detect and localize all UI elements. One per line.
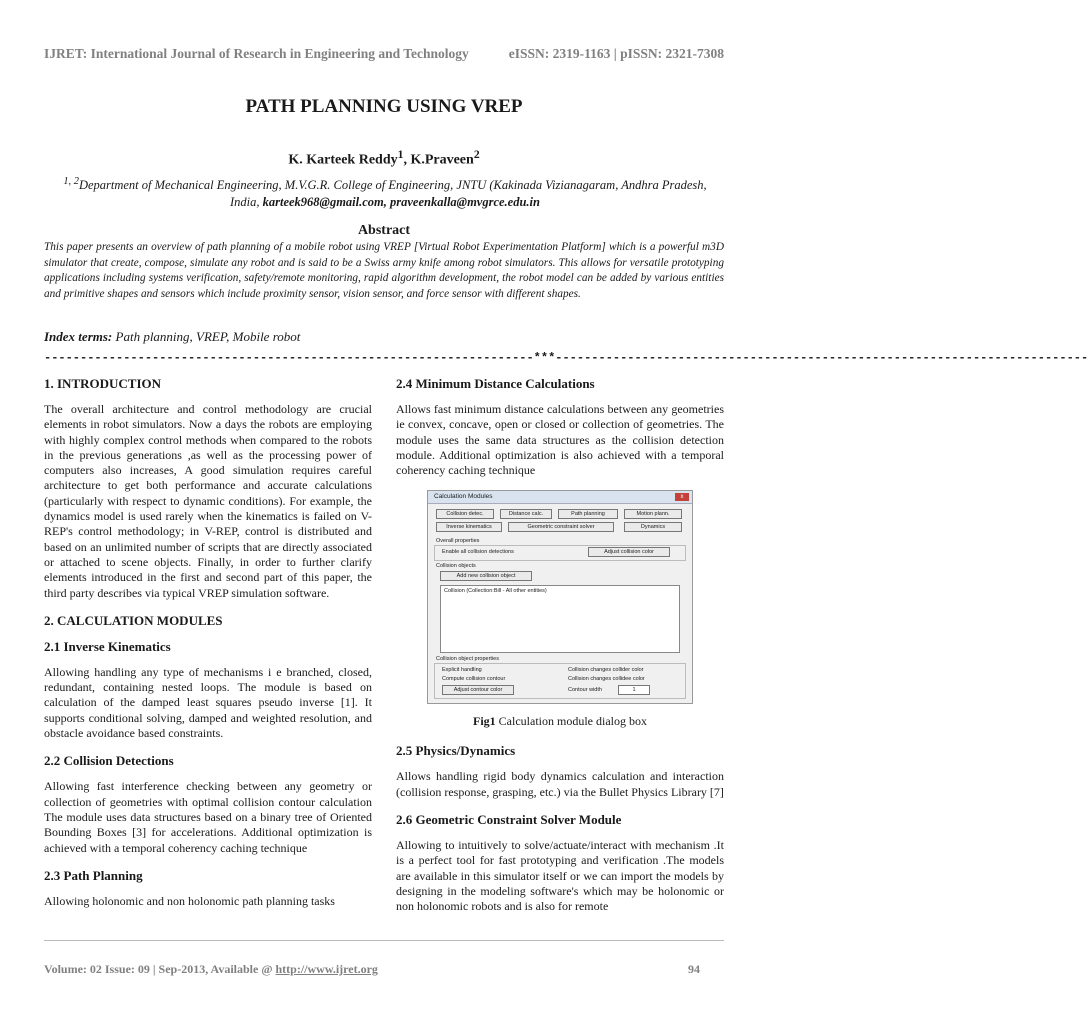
journal-name: IJRET: International Journal of Research in Engineering and Technology [44, 46, 469, 61]
paper-title: PATH PLANNING USING VREP [245, 96, 523, 117]
section-separator: --------------------------------------------------------------------***-------------------------------------------------------------------------- [44, 351, 1088, 365]
abstract-heading: Abstract [357, 223, 411, 238]
figure-caption-text: Calculation module dialog box [495, 714, 647, 729]
author-sep: , [403, 152, 411, 168]
index-terms-colon: : [107, 329, 116, 344]
figure-calculation-modules-dialog [427, 490, 693, 704]
author-2: K.Praveen [410, 152, 474, 168]
tab-dynamics: Dynamics [624, 522, 682, 532]
author-emails[interactable]: karteek968@gmail.com, praveenkalla@mvgrce.edu.in [262, 195, 540, 210]
collision-objects-label: Collision objects [436, 563, 476, 570]
tab-distance-calc: Distance calc. [500, 509, 552, 519]
explicit-handling-label: Explicit handling [442, 667, 482, 674]
collision-list [440, 585, 680, 653]
page-footer [44, 962, 700, 977]
footer-volume [44, 962, 378, 977]
tab-path-planning: Path planning [558, 509, 618, 519]
author-1: K. Karteek Reddy [288, 152, 398, 168]
affiliation-text: Department of Mechanical Engineering, M.V.G.R. College of Engineering, JNTU (Kakinada Vizianagaram, Andhra Pradesh, India, [78, 178, 707, 210]
heading-inverse-kinematics: 2.1 Inverse Kinematics [44, 638, 171, 654]
text-physics-dynamics: Allows handling rigid body dynamics calculation and interaction (collision response, grasping, etc.) via the Bullet Physics Library [7] [396, 769, 724, 799]
adjust-contour-color-button: Adjust contour color [442, 685, 514, 695]
left-column [44, 376, 372, 921]
dialog-title: Calculation Modules [434, 493, 493, 501]
text-inverse-kinematics: Allowing handling any type of mechanisms i e branched, closed, redundant, containing nested loops. The module is based on calculation of the damped least squares pseudo inverse [1]. It supports conditional solving, damped and weighted resolution, and obstacle avoidance based constraints. [44, 664, 372, 741]
figure-caption-label: Fig1 [473, 714, 496, 729]
text-geometric-constraint: Allowing to intuitively to solve/actuate/interact with mechanism .It is a perfect tool for fast prototyping and verification .The models are available in this simulator itself or we can import the models by designing in the modeling software's which may be holonomic or non holonomic robots and is also for remote [396, 838, 724, 914]
text-path-planning: Allowing holonomic and non holonomic path planning tasks [44, 893, 335, 908]
heading-minimum-distance: 2.4 Minimum Distance Calculations [396, 376, 595, 391]
compute-contour-label: Compute collision contour [442, 676, 506, 683]
tab-motion-plann: Motion plann. [624, 509, 682, 519]
author-2-sup: 2 [473, 148, 480, 161]
contour-width-field: 1 [618, 685, 650, 695]
enable-collision-label: Enable all collision detections [442, 549, 514, 556]
changes-collider-label: Collision changes collider color [568, 667, 644, 674]
running-header [44, 46, 724, 62]
text-introduction: The overall architecture and control methodology are crucial elements in robot simulators. Now a days the robots are employing with highly complex control methods when compared to the robots in the previous generations ,as well as the processing power of computers also increases, A good simulation requires careful architecture to get both performance and accurate calculations (particularly with respect to dynamic conditions). For example, the dynamics model is used rarely when the kinematics is failed on V-REP's control methodology; in V-REP, control is distributed and based on an unlimited number of scripts that are directly associated or attached to scene objects. Finally, in order to further clarify elements introduced in the first and second part of this paper, the third party describes via typical VREP simulation software. [44, 402, 372, 600]
page-number: 94 [688, 962, 700, 976]
heading-physics-dynamics: 2.5 Physics/Dynamics [396, 743, 516, 759]
affiliation [58, 173, 712, 211]
heading-introduction: 1. INTRODUCTION [44, 376, 162, 391]
heading-geometric-constraint: 2.6 Geometric Constraint Solver Module [396, 812, 622, 828]
footer-volume-text: Volume: 02 Issue: 09 | Sep-2013, Available @ [44, 962, 276, 976]
adjust-collision-color-button: Adjust collision color [588, 547, 670, 557]
text-minimum-distance: Allows fast minimum distance calculations between any geometries ie convex, concave, open or closed or collection of geometries. The module uses the same data structures as the collision detection module. Additional optimization is also achieved with a temporal coherency caching technique [396, 402, 724, 478]
affiliation-sup: 1, 2 [63, 176, 79, 187]
abstract-text: This paper presents an overview of path planning of a mobile robot using VREP [Virtual Robot Experimentation Platform] which is a powerful m3D simulator that create, compose, simulate any robot and is said to be a Swiss army knife among robot simulators. This allows for versatile prototyping applications including systems verification, safety/remote monitoring, rapid algorithm development, the robot model can be added by various entities and primitive shapes and sensors which include proximity sensor, vision sensor, and force sensor with different shapes. [44, 241, 724, 300]
heading-path-planning: 2.3 Path Planning [44, 867, 143, 883]
tab-collision-detec: Collision detec. [436, 509, 494, 519]
index-terms-list: Path planning, VREP, Mobile robot [115, 329, 301, 344]
overall-properties-label: Overall properties [436, 538, 480, 545]
close-icon: x [675, 493, 689, 501]
heading-collision-detections: 2.2 Collision Detections [44, 753, 174, 769]
tab-inverse-kinematics: Inverse kinematics [436, 522, 502, 532]
heading-calculation-modules: 2. CALCULATION MODULES [44, 612, 223, 628]
index-terms [44, 329, 300, 345]
footer-url-link[interactable]: http://www.ijret.org [275, 962, 378, 976]
footer-divider [44, 940, 724, 941]
dialog-titlebar [428, 491, 692, 504]
right-column [396, 376, 724, 927]
contour-width-label: Contour width [568, 687, 602, 694]
author-1-sup: 1 [397, 148, 404, 161]
authors [0, 148, 768, 169]
issn: eISSN: 2319-1163 | pISSN: 2321-7308 [508, 46, 724, 61]
index-terms-label: Index terms [44, 329, 108, 344]
figure-caption [396, 714, 724, 729]
tab-geometric-constraint-solver: Geometric constraint solver [508, 522, 614, 532]
collision-object-properties-label: Collision object properties [436, 656, 499, 663]
collision-list-item: Collision (Collection:Bill - All other entities) [444, 588, 547, 595]
text-collision-detections: Allowing fast interference checking between any geometry or collection of geometries with optimal collision contour calculation The module uses data structures based on a binary tree of Oriented Bounding Boxes [3] for accelerations. Additional optimization is achieved with a temporal coherency caching technique [44, 779, 372, 855]
changes-collidee-label: Collision changes collidee color [568, 676, 645, 683]
add-collision-object-button: Add new collision object [440, 571, 532, 581]
